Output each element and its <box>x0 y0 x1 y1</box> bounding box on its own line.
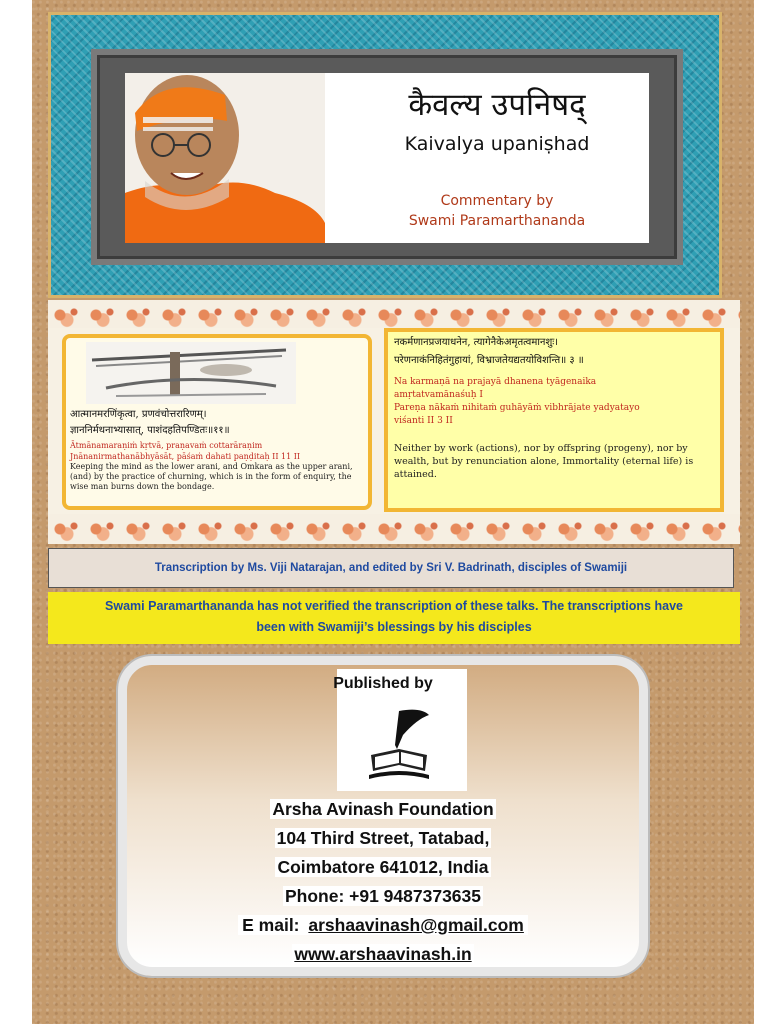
website-link[interactable]: www.arshaavinash.in <box>294 944 472 964</box>
verse-left-devanagari-2: ज्ञाननिर्मथनाभ्यासात्, पाशंदहतिपण्डितः॥११॥ <box>70 425 230 436</box>
verse-right-box <box>384 328 724 512</box>
swami-photo <box>125 73 325 243</box>
email-label: E mail: <box>242 915 305 935</box>
publisher-address-1: 104 Third Street, Tatabad, <box>276 828 490 848</box>
cover-page <box>32 0 754 1024</box>
publisher-email-line <box>127 915 639 936</box>
title-panel <box>125 73 649 243</box>
disclaimer-line-1: Swami Paramarthananda has not verified the transcription of these talks. The transcriptions have <box>105 599 683 613</box>
commentary-label: Commentary by <box>440 193 554 209</box>
verse-left-transliteration-1: Ātmānamaraṇiṁ kṛtvā, praṇavaṁ cottarāraṇim <box>70 441 263 450</box>
verse-right-devanagari-2: परेणनाकंनिहितंगुहायां, विभ्राजतेयद्यतयोविशन्ति॥ ३ ॥ <box>394 355 584 366</box>
verse-right-translation: Neither by work (actions), nor by offspring (progeny), nor by wealth, but by renunciation alone, Immortality (eternal life) is attained. <box>394 443 694 480</box>
quill-book-icon <box>359 705 439 785</box>
publisher-card <box>118 656 648 976</box>
verse-left-devanagari-1: आत्मानमरणिंकृत्वा, प्रणवंचोत्तरारिणम्। <box>70 409 207 420</box>
published-by-heading: Published by <box>333 675 433 692</box>
disclaimer-banner <box>48 592 740 644</box>
title-english: Kaivalya upaniṣhad <box>404 133 590 155</box>
disclaimer-line-2: been with Swamiji’s blessings by his disciples <box>256 620 532 634</box>
publisher-phone: Phone: +91 9487373635 <box>284 886 482 906</box>
transcription-credit: Transcription by Ms. Viji Natarajan, and edited by Sri V. Badrinath, disciples of Swamiji <box>48 548 734 588</box>
verse-right-devanagari-1: नकर्मणानप्रजयाधनेन, त्यागेनैकेअमृतत्वमानशुः। <box>394 337 559 348</box>
publisher-name: Arsha Avinash Foundation <box>272 799 494 819</box>
publisher-website <box>127 944 639 965</box>
commentary-author: Swami Paramarthananda <box>408 213 586 229</box>
verse-right-transliteration-3: Pareṇa nākaṁ nihitaṁ guhāyāṁ vibhrājate yadyatayo <box>394 403 640 413</box>
email-link[interactable]: arshaavinash@gmail.com <box>308 915 524 935</box>
verse-right-transliteration-2: amṛtatvamānaśuḥ I <box>394 390 483 400</box>
arani-sticks-illustration <box>86 342 296 404</box>
floral-border-bottom <box>48 514 740 544</box>
title-frame <box>48 12 722 298</box>
verse-left-translation: Keeping the mind as the lower arani, and Omkara as the upper arani, (and) by the practice of churning, which is in the form of enquiry, the wise man burns down the bondage. <box>70 462 353 491</box>
title-inner-frame <box>91 49 683 265</box>
floral-border-top <box>48 300 740 330</box>
verse-right-transliteration-1: Na karmaṇā na prajayā dhanena tyāgenaika <box>394 377 597 387</box>
verse-left-box <box>62 334 372 510</box>
verse-right-transliteration-4: viśanti II 3 II <box>394 416 453 426</box>
publisher-address-2: Coimbatore 641012, India <box>277 857 489 877</box>
title-devanagari: कैवल्य उपनिषद् <box>408 87 586 123</box>
verse-left-transliteration-2: Jnānanirmathanābhyāsāt, pāśaṁ dahati paṇḍitaḥ II 11 II <box>70 452 301 461</box>
